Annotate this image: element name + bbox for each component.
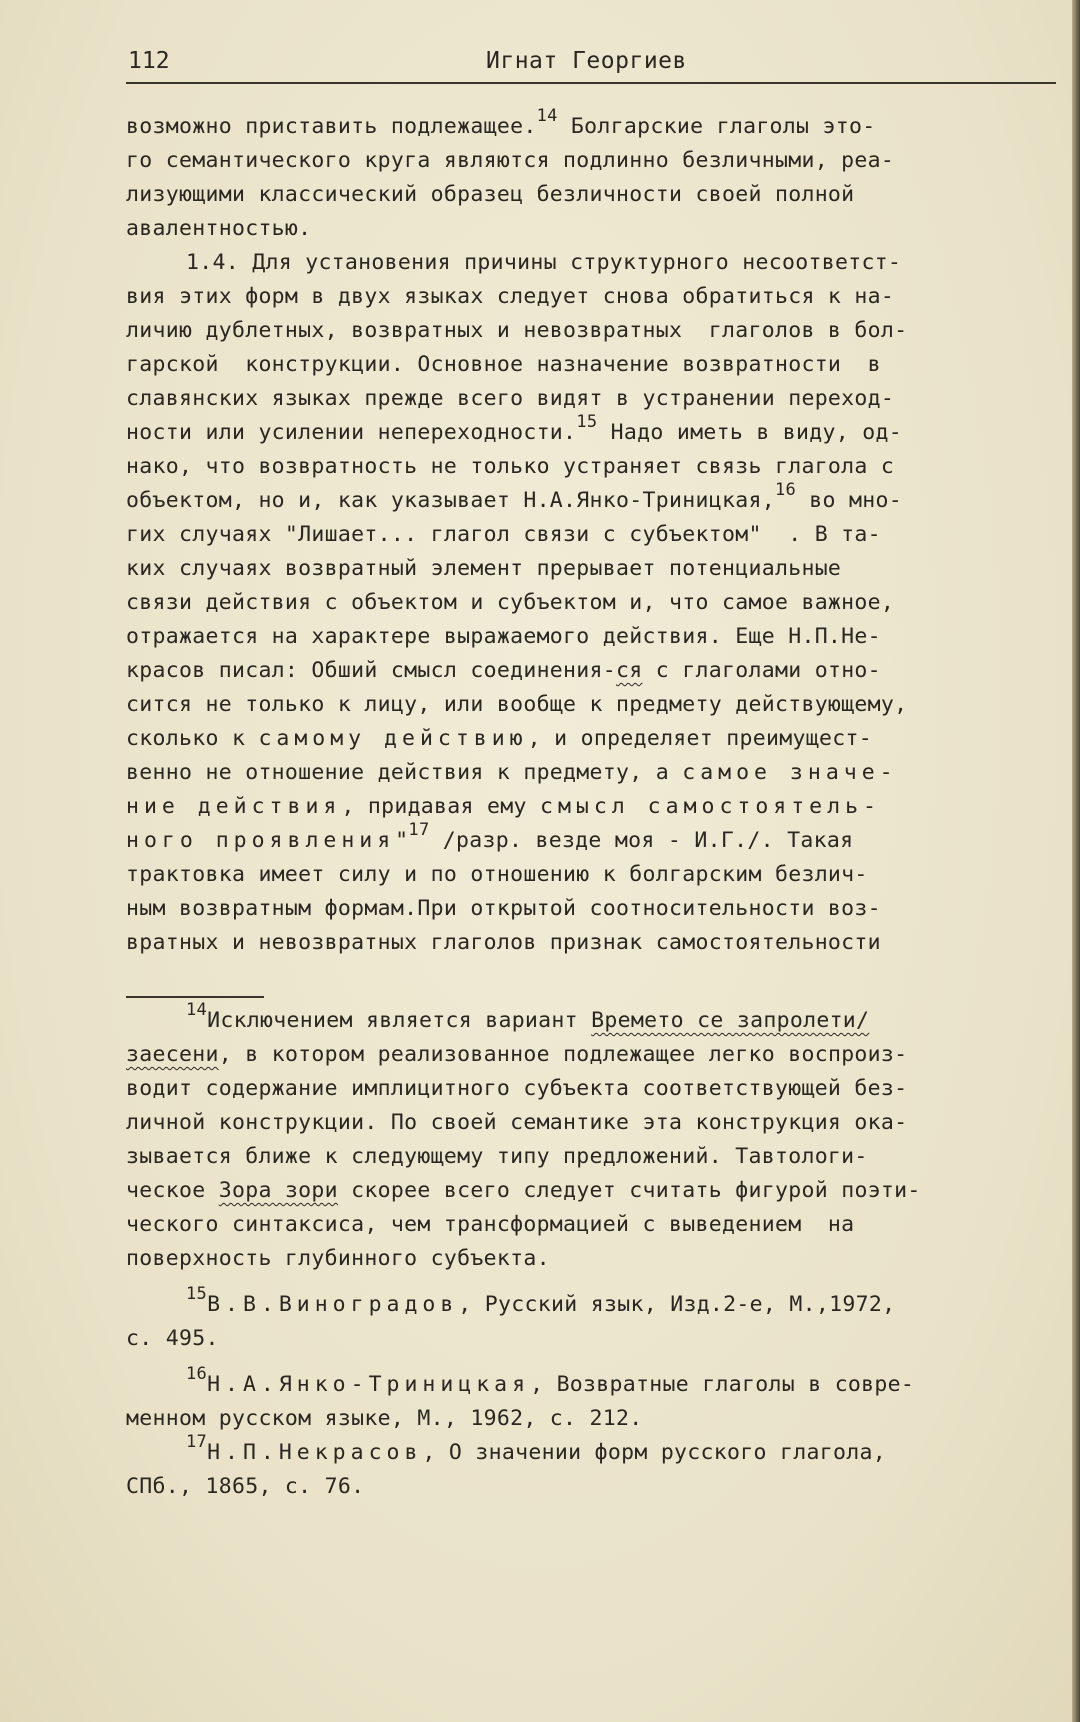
- footnote-line: зывается ближе к следующему типу предложений. Тавтологи-: [126, 1144, 868, 1169]
- text-line: сится не только к лицу, или вообще к предмету действующему,: [126, 692, 908, 717]
- author-name: Н.А.Янко-Триницкая: [207, 1372, 531, 1397]
- footnote-15: $^{15}$В.В.Виноградов, Русский язык, Изд.2-е, М.,1972,: [186, 1284, 896, 1317]
- page-binding-edge: [1072, 0, 1080, 1722]
- page-header: [126, 46, 1056, 84]
- footnote-ref: 15: [576, 412, 598, 432]
- text-line: объектом, но и, как указывает Н.А.Янко-Триницкая,$^{16}$ во мно-: [126, 480, 902, 513]
- page-number: 112: [128, 48, 170, 74]
- footnote-ref: 14: [536, 106, 558, 126]
- running-title: Игнат Георгиев: [486, 48, 687, 74]
- emphasized-text: смысл самостоятель-: [540, 794, 881, 819]
- footnote-line: ческое Зора зори скорее всего следует считать фигурой поэти-: [126, 1178, 921, 1203]
- main-text: [126, 106, 1056, 960]
- text-line: гих случаях "Лишает... глагол связи с субъектом" . В та-: [126, 522, 881, 547]
- text-line: трактовка имеет силу и по отношению к болгарским безлич-: [126, 862, 868, 887]
- text-line: славянских языках прежде всего видят в устранении переход-: [126, 386, 895, 411]
- text-line: красов писал: Обший смысл соединения-ся с глаголами отно-: [126, 658, 881, 683]
- author-name: В.В.Виноградов: [207, 1292, 459, 1317]
- text-line: возможно приставить подлежащее.$^{14}$ Болгарские глаголы это-: [126, 106, 876, 139]
- emphasized-text: самому действию: [258, 726, 528, 751]
- footnote-divider: [126, 996, 264, 998]
- text-line: лизующими классический образец безличности своей полной: [126, 182, 855, 207]
- text-line: отражается на характере выражаемого действия. Еще Н.П.Не-: [126, 624, 881, 649]
- footnote-line: заесени, в котором реализованное подлежащее легко воспроиз-: [126, 1042, 908, 1067]
- text-line: ным возвратным формам.При открытой соотносительности воз-: [126, 896, 881, 921]
- text-line: связи действия с объектом и субъектом и, что самое важное,: [126, 590, 895, 615]
- footnote-line: личной конструкции. По своей семантике эта конструкция ока-: [126, 1110, 908, 1135]
- footnote-line: поверхность глубинного субъекта.: [126, 1246, 550, 1271]
- footnote-14: $^{14}$Исключением является вариант Времето се запролети/: [186, 1000, 870, 1033]
- text-line: авалентностью.: [126, 216, 312, 241]
- author-name: Н.П.Некрасов: [207, 1440, 423, 1465]
- footnote-line: водит содержание имплицитного субъекта соответствующей без-: [126, 1076, 908, 1101]
- footnote-number: 15: [186, 1284, 208, 1304]
- underlined-particle: ся: [616, 658, 643, 683]
- footnotes: [126, 1000, 1056, 1504]
- example-phrase: заесени: [126, 1042, 219, 1067]
- footnote-ref: 16: [774, 480, 797, 500]
- text-line: ности или усилении непереходности.$^{15}$ Надо иметь в виду, од-: [126, 412, 903, 445]
- emphasized-text: самое значе-: [682, 760, 898, 785]
- text-line: ного проявления"$^{17}$ /разр. везде моя - И.Г./. Такая: [126, 820, 854, 853]
- text-line: го семантического круга являются подлинно безличными, реа-: [126, 148, 895, 173]
- footnote-number: 17: [186, 1432, 208, 1452]
- text-line: сколько к самому действию, и определяет преимущест-: [126, 726, 872, 751]
- footnote-line: с. 495.: [126, 1326, 219, 1351]
- text-line: гарской конструкции. Основное назначение возвратности в: [126, 352, 881, 377]
- text-line: личию дублетных, возвратных и невозвратных глаголов в бол-: [126, 318, 908, 343]
- example-phrase: Времето се запролети/: [591, 1008, 870, 1033]
- emphasized-text: ние действия: [126, 794, 342, 819]
- text-line: ние действия, придавая ему смысл самостоятель-: [126, 794, 881, 819]
- example-phrase: Зора зори: [218, 1178, 338, 1203]
- footnote-number: 14: [186, 1000, 208, 1020]
- footnote-line: менном русском языке, М., 1962, с. 212.: [126, 1406, 643, 1431]
- text-line: ких случаях возвратный элемент прерывает потенциальные: [126, 556, 842, 581]
- footnote-number: 16: [186, 1364, 208, 1384]
- footnote-line: ческого синтаксиса, чем трансформацией с выведением на: [126, 1212, 855, 1237]
- text-line: нако, что возвратность не только устраняет связь глагола с: [126, 454, 895, 479]
- footnote-ref: 17: [408, 820, 430, 840]
- text-line: венно не отношение действия к предмету, а самое значе-: [126, 760, 898, 785]
- text-line: вратных и невозвратных глаголов признак самостоятельности: [126, 930, 881, 955]
- footnote-16: $^{16}$Н.А.Янко-Триницкая, Возвратные глаголы в совре-: [186, 1364, 915, 1397]
- text-line: вия этих форм в двух языках следует снова обратиться к на-: [126, 284, 895, 309]
- emphasized-text: ного проявления: [126, 828, 396, 853]
- footnote-line: СПб., 1865, с. 76.: [126, 1474, 365, 1499]
- section-heading-line: 1.4. Для установения причины структурного несоответст-: [186, 250, 902, 275]
- footnote-17: $^{17}$Н.П.Некрасов, О значении форм русского глагола,: [186, 1432, 886, 1465]
